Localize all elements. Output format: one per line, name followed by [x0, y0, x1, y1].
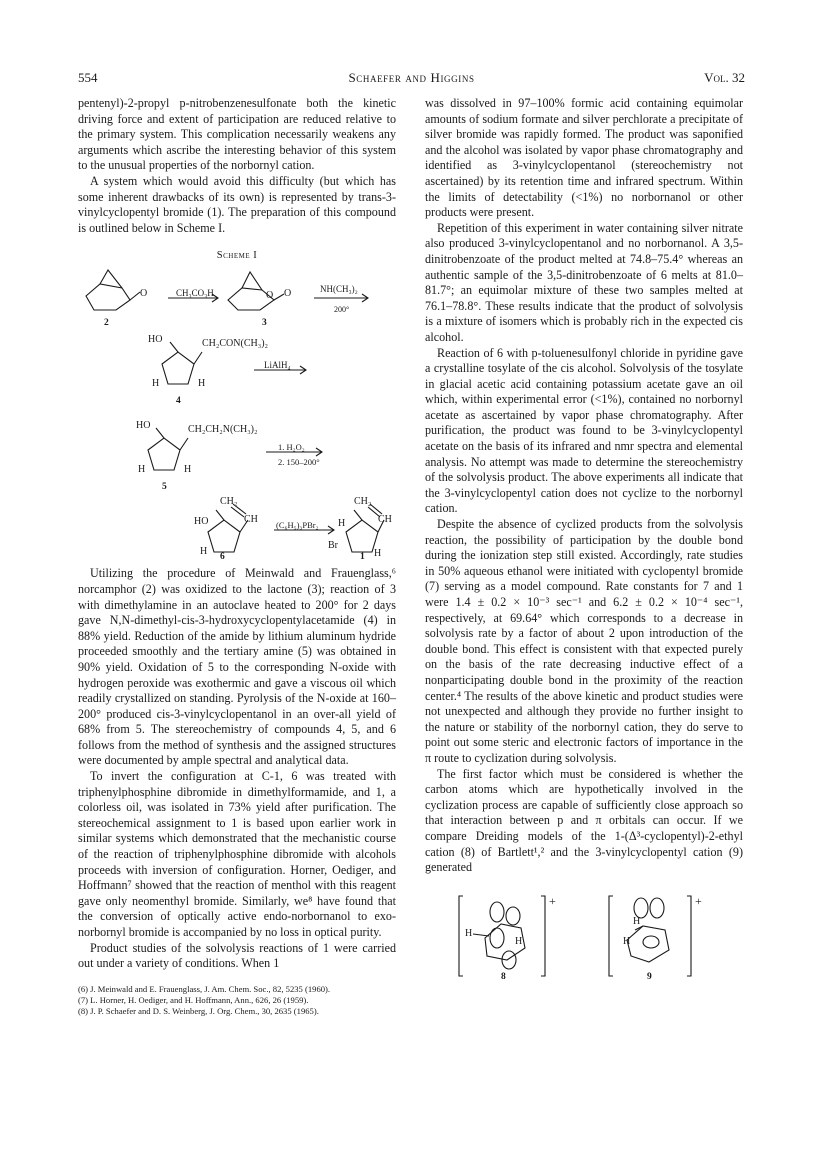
reference-8: (8) J. P. Schaefer and D. S. Weinberg, J. Org. Chem., 30, 2635 (1965). [78, 1006, 319, 1017]
hydrogen-label: H [374, 548, 382, 560]
vinyl-ch-label: CH [378, 514, 392, 526]
paragraph: The first factor which must be considered is whether the carbon atoms which are hypothetically involved in the cyclization process are capable of sufficiently close approach so that interaction between p and π orbitals can occur. If we compare Dreiding models of the 1-(Δ³-cyclopentyl)-2-ethyl cation (8) of Bartlett¹,² and the 3-vinylcyclopentyl cation (9) generated [425, 766, 743, 875]
hydrogen-label: H [338, 518, 346, 530]
vinyl-ch2-label: CH₂ [354, 496, 372, 508]
paragraph: Repetition of this experiment in water containing silver nitrate also produced 3-vinylcyclopentanol and no norbornanol. A 3,5-dinitrobenzoate of the product melted at 74.8–75.4° whereas an authentic sample of the 3,5-dinitrobenzoate of 6 melts at 81.0–81.7°; an equimolar mixture of these two samples melted at 76.1–78.8°. These results indicate that the product of solvolysis is a mixture of isomers which is probably rich in the expected cis alcohol. [425, 220, 743, 344]
substituent-label: CH₂CH₂N(CH₃)₂ [188, 424, 258, 436]
paragraph: was dissolved in 97–100% formic acid containing equimolar amounts of sodium formate and silver perchlorate a precipitate of silver bromide was rapidly formed. The product was saponified and the alcohol was isolated by vapor phase chromatography and identified as 3-vinylcyclopentanol (stereochemistry not ascertained) by its retention time and infrared spectrum. Within the limits of detectability (<1%) no norbornanol or other products were present. [425, 96, 743, 220]
hydrogen-label: H [623, 935, 631, 947]
hydrogen-label: H [515, 935, 523, 947]
hydroxyl-label: HO [148, 334, 163, 346]
volume-label: Vol. 32 [704, 70, 745, 85]
lactone-o-label: O [266, 290, 274, 302]
running-title: Schaefer and Higgins [348, 70, 475, 85]
paragraph: A system which would avoid this difficulty (but which has some inherent drawbacks of its own) is represented by trans-3-vinylcyclopentyl bromide (1). The preparation of this compound is outlined below in Scheme I. [78, 173, 396, 235]
hydrogen-label: H [633, 915, 641, 927]
vinyl-ch-label: CH [244, 514, 258, 526]
reference-7: (7) L. Horner, H. Oediger, and H. Hoffmann, Ann., 626, 26 (1959). [78, 994, 309, 1005]
left-column [78, 96, 396, 1017]
hydrogen-label: H [152, 378, 160, 390]
reagent-pyrolysis: 2. 150–200° [278, 457, 320, 468]
compound-number: 3 [262, 318, 267, 329]
paragraph: Product studies of the solvolysis reactions of 1 were carried out under a variety of conditions. When 1 [78, 940, 396, 971]
footnotes [78, 984, 396, 1018]
compound-number: 2 [104, 318, 109, 329]
reagent-phosphine-dibromide: (C₆H₅)₃PBr₂ [276, 520, 319, 531]
hydroxyl-label: HO [136, 420, 151, 432]
charge-label: + [549, 893, 556, 908]
reagent-peracid: CH₃CO₃H [176, 288, 214, 299]
compound-number: 9 [647, 971, 652, 982]
paragraph: Despite the absence of cyclized products from the solvolysis reaction, the possibility of participation by the double bond during the ionization step still existed. Accordingly, rate studies in 50% aqueous ethanol were initiated with cyclopentyl bromide (7) serving as a model compound. Rate constants for 7 and 1 were 1.4 ± 0.2 × 10⁻³ sec⁻¹ and 6.2 ± 0.2 × 10⁻⁴ sec⁻¹, respectively, at 69.64° which corresponds to a decrease in solvolysis rate by a factor of about 2 upon introduction of the double bond. This effect is consistent with that expected purely on the basis of the rate decreasing inductive effect of a nonparticipating double bond in the proximity of the reaction center.⁴ The results of the above kinetic and product studies were not unexpected and although they provide no further insight to the nature or stability of the norbornyl cation, they do serve to point out some steric and electronic factors of importance in the π route to cyclization during solvolysis. [425, 517, 743, 765]
reference-6: (6) J. Meinwald and E. Frauenglass, J. Am. Chem. Soc., 82, 5235 (1960). [78, 983, 331, 994]
compound-number: 5 [162, 482, 167, 493]
hydrogen-label: H [200, 546, 208, 558]
compound-number: 1 [360, 552, 365, 563]
compound-number: 4 [176, 396, 181, 407]
charge-label: + [695, 893, 702, 908]
paragraph: Reaction of 6 with p-toluenesulfonyl chloride in pyridine gave a crystalline tosylate of the cis alcohol. Solvolysis of the tosylate in glacial acetic acid containing potassium acetate gave an oil which, within experimental error (<1%), contained no norbornyl acetate as ascertained by vapor phase chromatography. After purification, the product was found to be 3-vinylcyclopentyl acetate on the basis of its infrared and nmr spectra and elemental analysis. No attempt was made to determine the stereochemistry of the solvolysis product. The above experiments all indicate that the 3-vinylcyclopentyl cation does not cyclize to the norbornyl cation. [425, 345, 743, 516]
scheme-title: Scheme I [216, 250, 258, 262]
reagent-lialh4: LiAlH₄ [264, 360, 291, 371]
hydrogen-label: H [184, 464, 192, 476]
paragraph: To invert the configuration at C-1, 6 was treated with triphenylphosphine dibromide in dimethylformamide, and 1, a colorless oil, was isolated in 73% yield after purification. The stereochemical assignment to 1 is based upon earlier work in similar systems which demonstrated that the mechanistic course of the reaction of triphenylphosphine dibromide with alcohols proceeds with inversion of configuration. Horner, Oediger, and Hoffmann⁷ showed that the reaction of menthol with this reagent gave only neomenthyl bromide. Similarly, we⁸ have found that the conversion of optically active endo-norbornanol to exo-norbornyl bromide is accompanied by no loss in optical purity. [78, 769, 396, 939]
paragraph: Utilizing the procedure of Meinwald and Frauenglass,⁶ norcamphor (2) was oxidized to the lactone (3); reaction of 3 with dimethylamine in an autoclave heated to 200° for 2 days gave N,N-dimethyl-cis-3-hydroxycyclopentylacetamide (4) in 88% yield. Reduction of the amide by lithium aluminum hydride proceeded smoothly and the tertiary amine (5) was obtained in 90% yield. Oxidation of 5 to the corresponding N-oxide with hydrogen peroxide was exothermic and gave a viscous oil which readily crystallized on standing. Pyrolysis of the N-oxide at 160–200° produced cis-3-vinylcyclopentanol in an over-all yield of 68% from 5. The stereochemistry of compounds 4, 5, and 6 follows from the method of synthesis and the assigned structures were documented by ample spectral and analytical data. [78, 566, 396, 768]
hydrogen-label: H [138, 464, 146, 476]
bromine-label: Br [328, 540, 338, 552]
running-header [78, 70, 745, 86]
hydrogen-label: H [465, 927, 473, 939]
hydrogen-label: H [198, 378, 206, 390]
right-column [425, 96, 743, 984]
reagent-dimethylamine: NH(CH₃)₂ [320, 284, 358, 295]
hydroxyl-label: HO [194, 516, 209, 528]
page-number: 554 [78, 70, 98, 85]
carbonyl-o-label: O [140, 288, 148, 300]
vinyl-ch2-label: CH₂ [220, 496, 238, 508]
reagent-peroxide: 1. H₂O₂ [278, 442, 305, 453]
substituent-label: CH₂CON(CH₃)₂ [202, 338, 269, 350]
compound-number: 6 [220, 552, 225, 563]
paragraph: pentenyl)-2-propyl p-nitrobenzenesulfonate both the kinetic driving force and extent of participation are reduced relative to the primary system. This complication necessarily weakens any arguments which ascribe the interesting behavior of this system to the unusual properties of the norbornyl cation. [78, 96, 396, 173]
compound-number: 8 [501, 971, 506, 982]
carbonyl-o-label: O [284, 288, 292, 300]
cation-models-figure [425, 894, 743, 984]
scheme-i [78, 244, 396, 562]
reagent-temperature: 200° [334, 305, 350, 315]
